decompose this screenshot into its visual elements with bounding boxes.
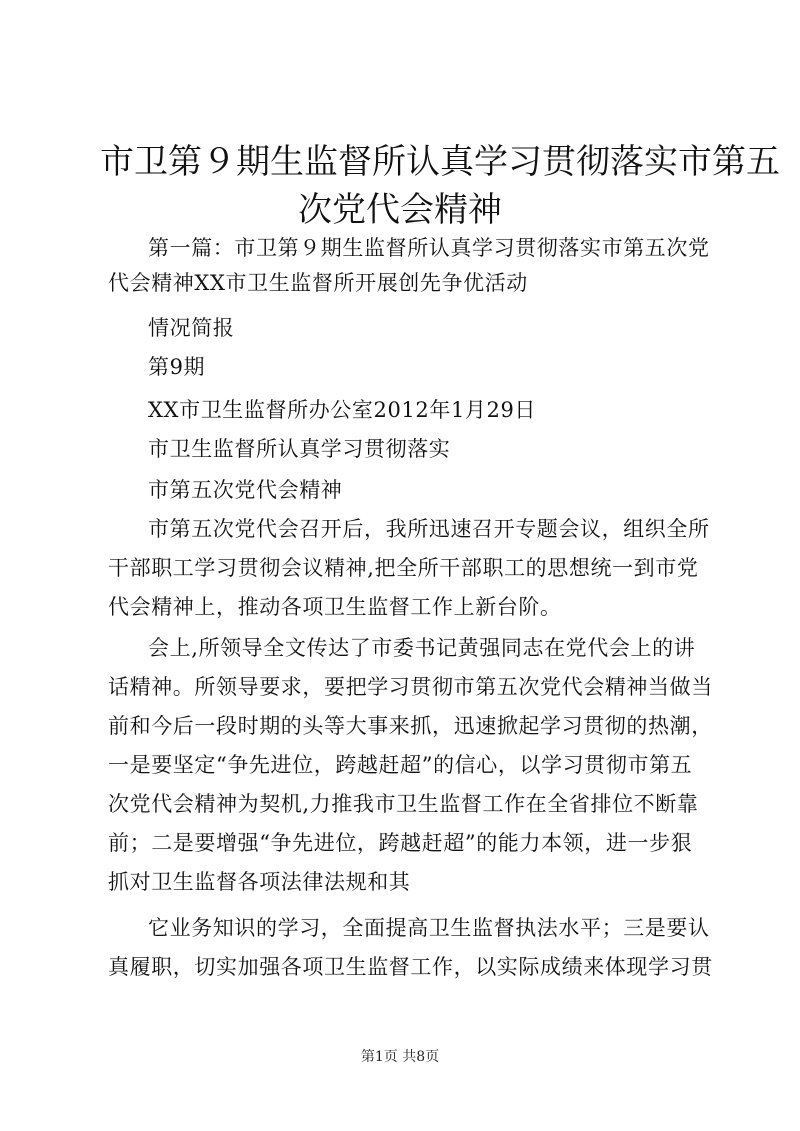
body-line: 市第五次党代会精神 bbox=[148, 478, 343, 502]
document-title-line-1: 市卫第９期生监督所认真学习贯彻落实市第五 bbox=[100, 142, 780, 182]
body-line: 话精神。所领导要求，要把学习贯彻市第五次党代会精神当做当 bbox=[108, 675, 713, 699]
body-line: 会上,所领导全文传达了市委书记黄强同志在党代会上的讲 bbox=[148, 636, 696, 660]
page-number-footer: 第1页 共8页 bbox=[360, 1049, 440, 1065]
body-line: 次党代会精神为契机,力推我市卫生监督工作在全省排位不断靠 bbox=[108, 792, 699, 816]
body-line: 一是要坚定“争先进位，跨越赶超”的信心，以学习贯彻市第五 bbox=[108, 753, 693, 777]
body-line: 第一篇：市卫第９期生监督所认真学习贯彻落实市第五次党 bbox=[148, 236, 710, 260]
body-line: 它业务知识的学习，全面提高卫生监督执法水平；三是要认 bbox=[148, 916, 710, 940]
body-line: 干部职工学习贯彻会议精神,把全所干部职工的思想统一到市党 bbox=[108, 556, 699, 580]
body-line: 真履职，切实加强各项卫生监督工作，以实际成绩来体现学习贯 bbox=[108, 955, 713, 979]
body-line: 市卫生监督所认真学习贯彻落实 bbox=[148, 437, 451, 461]
body-line: XX市卫生监督所办公室2012年1月29日 bbox=[148, 398, 537, 422]
body-line: 第9期 bbox=[148, 355, 206, 379]
body-line: 代会精神上，推动各项卫生监督工作上新台阶。 bbox=[108, 595, 562, 619]
body-line: 代会精神XX市卫生监督所开展创先争优活动 bbox=[108, 271, 528, 295]
body-line: 抓对卫生监督各项法律法规和其 bbox=[108, 870, 411, 894]
body-line: 市第五次党代会召开后，我所迅速召开专题会议，组织全所 bbox=[148, 517, 710, 541]
body-line: 情况简报 bbox=[148, 316, 235, 340]
body-line: 前；二是要增强“争先进位，跨越赶超”的能力本领，进一步狠 bbox=[108, 831, 693, 855]
body-line: 前和今后一段时期的头等大事来抓，迅速掀起学习贯彻的热潮， bbox=[108, 714, 713, 738]
document-title-line-2: 次党代会精神 bbox=[298, 190, 502, 230]
